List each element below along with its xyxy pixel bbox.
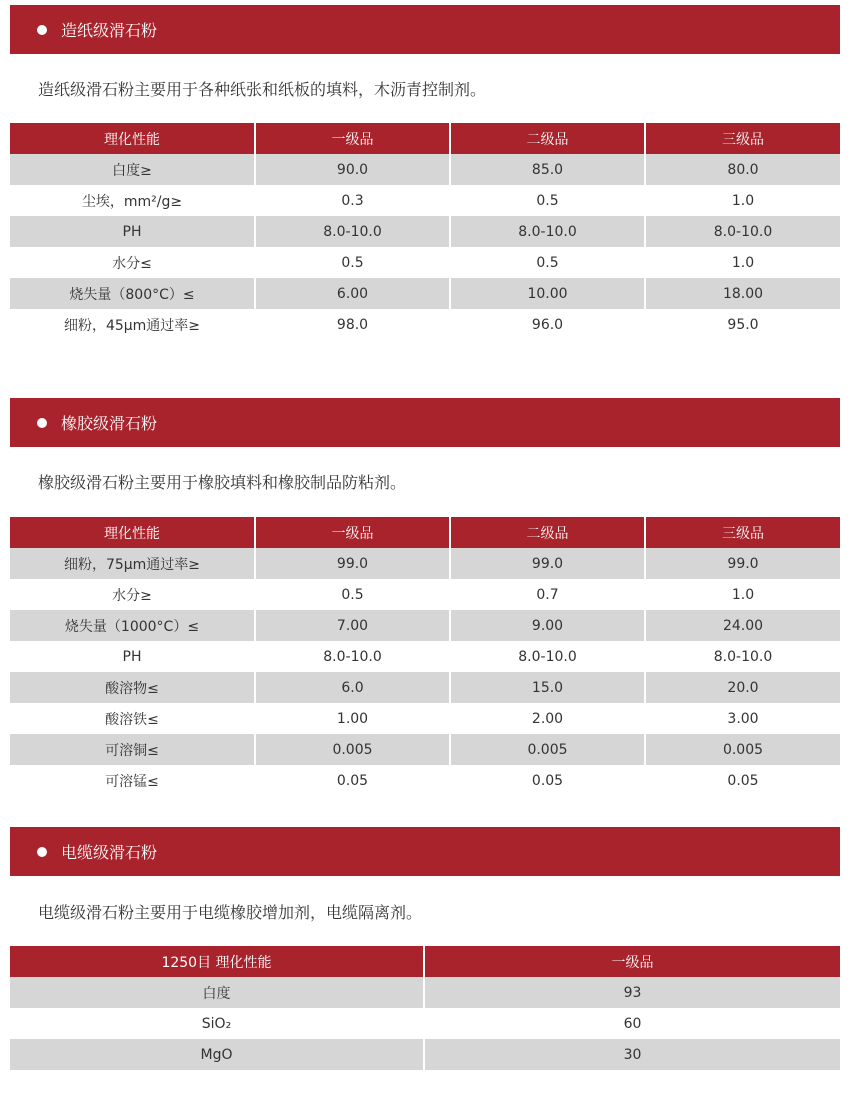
column-header: 1250目 理化性能 [10, 946, 424, 977]
table-cell: 0.05 [645, 765, 840, 796]
table-cell: 6.0 [255, 672, 450, 703]
table-cell: 9.00 [450, 610, 645, 641]
section-description: 橡胶级滑石粉主要用于橡胶填料和橡胶制品防粘剂。 [38, 473, 407, 492]
table-header-row [10, 123, 840, 154]
table-cell: 93 [424, 977, 840, 1008]
column-header: 一级品 [255, 517, 450, 548]
table-cell: 10.00 [450, 278, 645, 309]
table-cell: 8.0-10.0 [645, 216, 840, 247]
table-cell: 1.0 [645, 185, 840, 216]
table-cell: 0.5 [450, 247, 645, 278]
table-cell: SiO₂ [10, 1008, 424, 1039]
table-cell: 1.0 [645, 247, 840, 278]
table-row [10, 278, 840, 309]
section-title: 橡胶级滑石粉 [61, 414, 158, 433]
table-cell: 1.0 [645, 579, 840, 610]
table-cell: 细粉，75μm通过率≥ [10, 548, 255, 579]
table-cell: 15.0 [450, 672, 645, 703]
table-row [10, 185, 840, 216]
table-cell: 7.00 [255, 610, 450, 641]
table-cell: 99.0 [645, 548, 840, 579]
section-description: 电缆级滑石粉主要用于电缆橡胶增加剂，电缆隔离剂。 [38, 903, 423, 922]
section-description: 造纸级滑石粉主要用于各种纸张和纸板的填料，木沥青控制剂。 [38, 80, 487, 99]
table-header-row [10, 517, 840, 548]
table-cell: 1.00 [255, 703, 450, 734]
table-cell: 0.3 [255, 185, 450, 216]
spec-table-rubber [10, 517, 840, 796]
table-cell: 0.05 [450, 765, 645, 796]
table-cell: 20.0 [645, 672, 840, 703]
table-row [10, 703, 840, 734]
table-cell: 99.0 [450, 548, 645, 579]
column-header: 一级品 [424, 946, 840, 977]
column-header: 三级品 [645, 517, 840, 548]
table-cell: 8.0-10.0 [255, 641, 450, 672]
table-cell: 尘埃，mm²/g≥ [10, 185, 255, 216]
column-header: 理化性能 [10, 517, 255, 548]
column-header: 理化性能 [10, 123, 255, 154]
table-row [10, 309, 840, 340]
table-cell: 8.0-10.0 [450, 641, 645, 672]
table-cell: 可溶铜≤ [10, 734, 255, 765]
table-cell: 6.00 [255, 278, 450, 309]
table-cell: 0.5 [450, 185, 645, 216]
section-header-rubber [10, 398, 840, 447]
table-cell: 3.00 [645, 703, 840, 734]
section-header-cable [10, 827, 840, 876]
table-cell: 24.00 [645, 610, 840, 641]
table-cell: 烧失量（1000°C）≤ [10, 610, 255, 641]
table-cell: 0.7 [450, 579, 645, 610]
table-row [10, 579, 840, 610]
table-cell: 水分≥ [10, 579, 255, 610]
table-cell: 2.00 [450, 703, 645, 734]
table-row [10, 641, 840, 672]
table-row [10, 548, 840, 579]
table-cell: 白度≥ [10, 154, 255, 185]
table-row [10, 672, 840, 703]
column-header: 二级品 [450, 123, 645, 154]
table-cell: 8.0-10.0 [450, 216, 645, 247]
table-cell: 98.0 [255, 309, 450, 340]
table-cell: 0.005 [255, 734, 450, 765]
table-row [10, 247, 840, 278]
section-header-paper [10, 5, 840, 54]
table-cell: 0.005 [450, 734, 645, 765]
table-cell: 95.0 [645, 309, 840, 340]
table-cell: 水分≤ [10, 247, 255, 278]
table-row [10, 1039, 840, 1070]
table-cell: 0.5 [255, 247, 450, 278]
table-cell: PH [10, 641, 255, 672]
table-cell: 烧失量（800°C）≤ [10, 278, 255, 309]
table-row [10, 734, 840, 765]
table-cell: 90.0 [255, 154, 450, 185]
section-title: 电缆级滑石粉 [61, 843, 158, 862]
table-cell: 细粉，45μm通过率≥ [10, 309, 255, 340]
table-row [10, 154, 840, 185]
spec-table-cable [10, 946, 840, 1070]
table-cell: 酸溶物≤ [10, 672, 255, 703]
bullet-dot-icon [37, 25, 47, 35]
table-cell: 96.0 [450, 309, 645, 340]
table-cell: 白度 [10, 977, 424, 1008]
table-row [10, 1008, 840, 1039]
table-cell: 18.00 [645, 278, 840, 309]
table-cell: MgO [10, 1039, 424, 1070]
table-cell: 30 [424, 1039, 840, 1070]
bullet-dot-icon [37, 418, 47, 428]
table-header-row [10, 946, 840, 977]
column-header: 二级品 [450, 517, 645, 548]
table-cell: 0.005 [645, 734, 840, 765]
table-row [10, 610, 840, 641]
table-cell: 80.0 [645, 154, 840, 185]
section-title: 造纸级滑石粉 [61, 21, 158, 40]
table-row [10, 977, 840, 1008]
table-cell: 可溶锰≤ [10, 765, 255, 796]
column-header: 一级品 [255, 123, 450, 154]
table-cell: 8.0-10.0 [645, 641, 840, 672]
table-cell: 0.05 [255, 765, 450, 796]
table-row [10, 765, 840, 796]
table-cell: 60 [424, 1008, 840, 1039]
table-cell: 8.0-10.0 [255, 216, 450, 247]
column-header: 三级品 [645, 123, 840, 154]
table-row [10, 216, 840, 247]
table-cell: 酸溶铁≤ [10, 703, 255, 734]
table-cell: 99.0 [255, 548, 450, 579]
bullet-dot-icon [37, 847, 47, 857]
table-cell: PH [10, 216, 255, 247]
table-cell: 0.5 [255, 579, 450, 610]
spec-table-paper [10, 123, 840, 340]
table-cell: 85.0 [450, 154, 645, 185]
